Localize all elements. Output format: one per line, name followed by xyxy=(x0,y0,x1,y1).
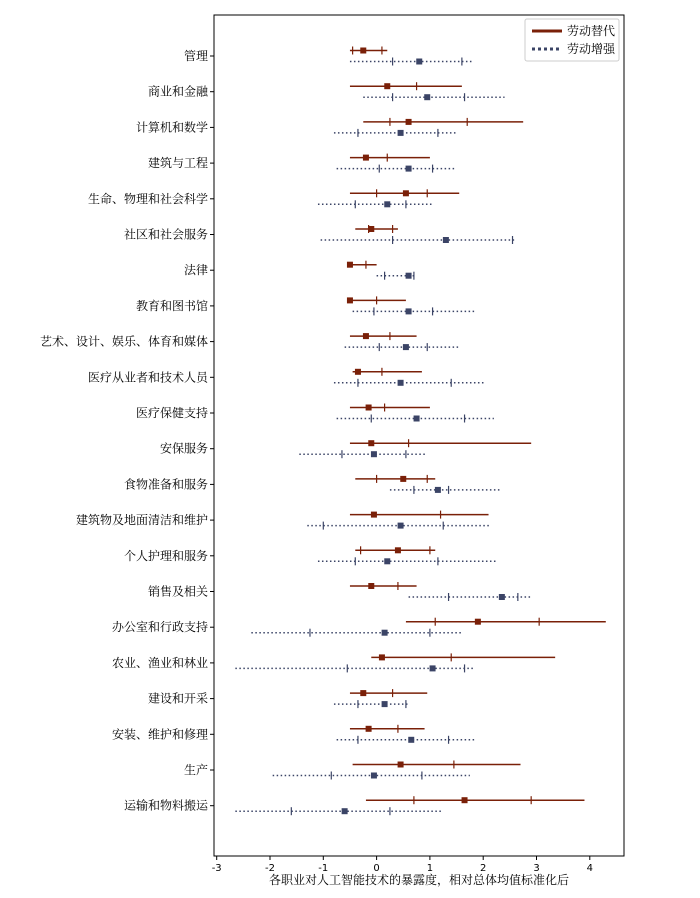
point-marker xyxy=(398,523,404,529)
point-marker xyxy=(499,594,505,600)
point-marker xyxy=(371,512,377,518)
category-label: 法律 xyxy=(183,263,208,278)
x-tick-label: -3 xyxy=(211,863,222,874)
point-marker xyxy=(371,451,377,457)
category-label: 计算机和数学 xyxy=(135,120,208,135)
point-marker xyxy=(403,344,409,350)
point-marker xyxy=(398,130,404,136)
category-label: 医疗保健支持 xyxy=(135,406,208,420)
category-label: 艺术、设计、娱乐、体育和媒体 xyxy=(39,334,208,349)
category-label: 销售及相关 xyxy=(147,584,208,599)
category-label: 个人护理和服务 xyxy=(123,548,208,563)
point-marker xyxy=(406,119,412,125)
point-marker xyxy=(366,726,372,732)
point-marker xyxy=(360,690,366,696)
point-marker xyxy=(360,48,366,54)
point-marker xyxy=(395,547,401,553)
x-tick-label: 2 xyxy=(480,863,487,874)
series-replacement xyxy=(347,47,606,805)
point-marker xyxy=(347,262,353,268)
point-marker xyxy=(363,333,369,339)
point-marker xyxy=(347,297,353,303)
point-marker xyxy=(382,701,388,707)
point-marker xyxy=(368,226,374,232)
point-marker xyxy=(475,619,481,625)
point-marker xyxy=(435,487,441,493)
category-label: 建筑与工程 xyxy=(147,156,208,171)
point-marker xyxy=(384,83,390,89)
legend xyxy=(525,19,619,61)
category-label: 管理 xyxy=(183,49,208,63)
category-label: 食物准备和服务 xyxy=(123,477,208,492)
category-label: 医疗从业者和技术人员 xyxy=(87,370,208,385)
x-axis-ticks xyxy=(212,856,593,874)
point-marker xyxy=(424,94,430,100)
point-marker xyxy=(368,440,374,446)
category-label: 生产 xyxy=(183,763,208,777)
category-label: 安保服务 xyxy=(159,441,208,456)
point-marker xyxy=(382,630,388,636)
point-marker xyxy=(384,558,390,564)
point-marker xyxy=(342,808,348,814)
point-marker xyxy=(406,308,412,314)
point-marker xyxy=(406,273,412,279)
x-tick-label: -1 xyxy=(318,863,329,874)
point-marker xyxy=(363,155,369,161)
point-marker xyxy=(368,583,374,589)
legend-label-replacement: 劳动替代 xyxy=(567,24,616,38)
point-marker xyxy=(379,654,385,660)
category-label: 教育和图书馆 xyxy=(135,298,208,313)
point-marker xyxy=(430,665,436,671)
legend-label-augmentation: 劳动增强 xyxy=(567,42,616,56)
point-marker xyxy=(408,737,414,743)
x-tick-label: 3 xyxy=(533,863,540,874)
series-layer xyxy=(235,47,605,816)
category-labels xyxy=(40,49,214,813)
point-marker xyxy=(443,237,449,243)
category-label: 建设和开采 xyxy=(147,691,208,706)
point-marker xyxy=(462,797,468,803)
category-label: 运输和物料搬运 xyxy=(123,798,208,813)
x-tick-label: 1 xyxy=(426,863,434,874)
point-marker xyxy=(416,59,422,65)
point-marker xyxy=(366,405,372,411)
plot-frame xyxy=(214,15,624,856)
point-marker xyxy=(400,476,406,482)
point-marker xyxy=(384,201,390,207)
point-marker xyxy=(355,369,361,375)
category-label: 办公室和行政支持 xyxy=(111,620,208,635)
point-marker xyxy=(371,773,377,779)
point-marker xyxy=(398,762,404,768)
category-label: 安装、维护和修理 xyxy=(111,727,208,742)
point-marker xyxy=(406,166,412,172)
x-tick-label: -2 xyxy=(265,863,275,874)
point-marker xyxy=(398,380,404,386)
x-tick-label: 0 xyxy=(373,863,380,874)
category-label: 农业、渔业和林业 xyxy=(111,655,208,670)
category-label: 建筑物及地面清洁和维护 xyxy=(75,513,208,528)
point-marker xyxy=(403,190,409,196)
point-marker xyxy=(414,416,420,422)
category-label: 社区和社会服务 xyxy=(123,227,208,242)
x-axis-label: 各职业对人工智能技术的暴露度，相对总体均值标准化后 xyxy=(268,873,570,887)
x-tick-label: 4 xyxy=(586,863,593,874)
category-label: 生命、物理和社会科学 xyxy=(87,191,208,206)
series-augmentation xyxy=(235,58,531,816)
category-label: 商业和金融 xyxy=(147,84,208,99)
